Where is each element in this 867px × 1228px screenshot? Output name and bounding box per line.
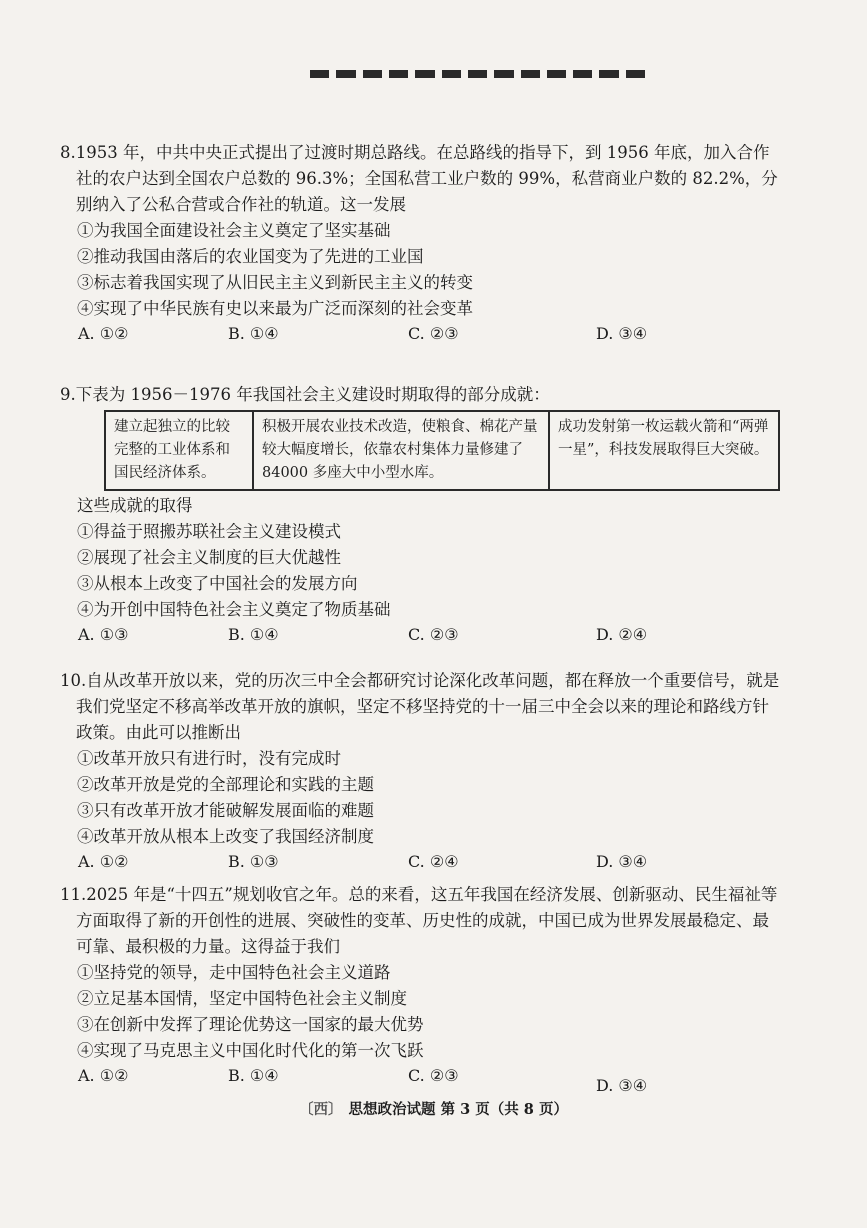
question-11 [60,882,785,1095]
choice-a: A. ①② [78,852,129,871]
option-1: ①得益于照搬苏联社会主义建设模式 [77,522,341,541]
option-4: ④实现了马克思主义中国化时代化的第一次飞跃 [77,1041,424,1060]
answer-choices [60,322,785,348]
choice-d: D. ③④ [596,852,648,871]
option-3: ③从根本上改变了中国社会的发展方向 [77,574,358,593]
page-footer [0,1098,867,1119]
answer-choices [60,623,785,649]
option-4: ④为开创中国特色社会主义奠定了物质基础 [77,600,391,619]
question-lead: 这些成就的取得 [77,496,193,515]
question-stem: 8.1953 年，中共中央正式提出了过渡时期总路线。在总路线的指导下，到 1956 年底，加入合作社的农户达到全国农户总数的 96.3%；全国私营工业户数的 99%，私营商业户数的 82.2%，分别纳入了公私合营或合作社的轨道。这一发展 [60,143,778,214]
question-8 [60,140,785,348]
achievements-table [104,410,780,491]
option-2: ②改革开放是党的全部理论和实践的主题 [77,775,374,794]
choice-b: B. ①③ [228,852,279,871]
choice-c: C. ②④ [408,852,459,871]
choice-d: D. ③④ [596,324,648,343]
header-dash-bar [310,70,645,80]
choice-d: D. ②④ [596,625,648,644]
question-stem: 11.2025 年是“十四五”规划收官之年。总的来看，这五年我国在经济发展、创新驱动、民生福祉等方面取得了新的开创性的进展、突破性的变革、历史性的成就，中国已成为世界发展最稳定、最可靠、最积极的力量。这得益于我们 [60,885,778,956]
option-4: ④实现了中华民族有史以来最为广泛而深刻的社会变革 [77,299,473,318]
option-2: ②立足基本国情，坚定中国特色社会主义制度 [77,989,407,1008]
choice-b: B. ①④ [228,324,279,343]
choice-b: B. ①④ [228,1066,279,1085]
option-2: ②展现了社会主义制度的巨大优越性 [77,548,341,567]
choice-a: A. ①② [78,324,129,343]
choice-b: B. ①④ [228,625,279,644]
option-3: ③只有改革开放才能破解发展面临的难题 [77,801,374,820]
table-cell: 积极开展农业技术改造，使粮食、棉花产量较大幅度增长，依靠农村集体力量修建了 84000 多座大中小型水库。 [253,411,549,490]
choice-a: A. ①③ [78,625,129,644]
question-10 [60,668,785,876]
region-mark: 〔西〕 [299,1101,343,1118]
footer-text: 思想政治试题 第 3 页（共 8 页） [348,1101,568,1118]
choice-c: C. ②③ [408,324,459,343]
question-9 [60,382,785,649]
option-1: ①改革开放只有进行时，没有完成时 [77,749,341,768]
choice-a: A. ①② [78,1066,129,1085]
option-3: ③标志着我国实现了从旧民主主义到新民主主义的转变 [77,273,473,292]
answer-choices [60,850,785,876]
option-1: ①为我国全面建设社会主义奠定了坚实基础 [77,221,391,240]
option-1: ①坚持党的领导，走中国特色社会主义道路 [77,963,391,982]
option-4: ④改革开放从根本上改变了我国经济制度 [77,827,374,846]
choice-c: C. ②③ [408,625,459,644]
choice-d: D. ③④ [596,1076,648,1095]
answer-choices [60,1064,785,1095]
option-3: ③在创新中发挥了理论优势这一国家的最大优势 [77,1015,424,1034]
question-stem: 9.下表为 1956－1976 年我国社会主义建设时期取得的部分成就： [60,385,550,404]
table-cell: 成功发射第一枚运载火箭和“两弹一星”，科技发展取得巨大突破。 [549,411,779,490]
question-stem: 10.自从改革开放以来，党的历次三中全会都研究讨论深化改革问题，都在释放一个重要信号，就是我们党坚定不移高举改革开放的旗帜，坚定不移坚持党的十一届三中全会以来的理论和路线方针政策。由此可以推断出 [60,671,780,742]
table-cell: 建立起独立的比较完整的工业体系和国民经济体系。 [105,411,253,490]
choice-c: C. ②③ [408,1066,459,1085]
option-2: ②推动我国由落后的农业国变为了先进的工业国 [77,247,424,266]
